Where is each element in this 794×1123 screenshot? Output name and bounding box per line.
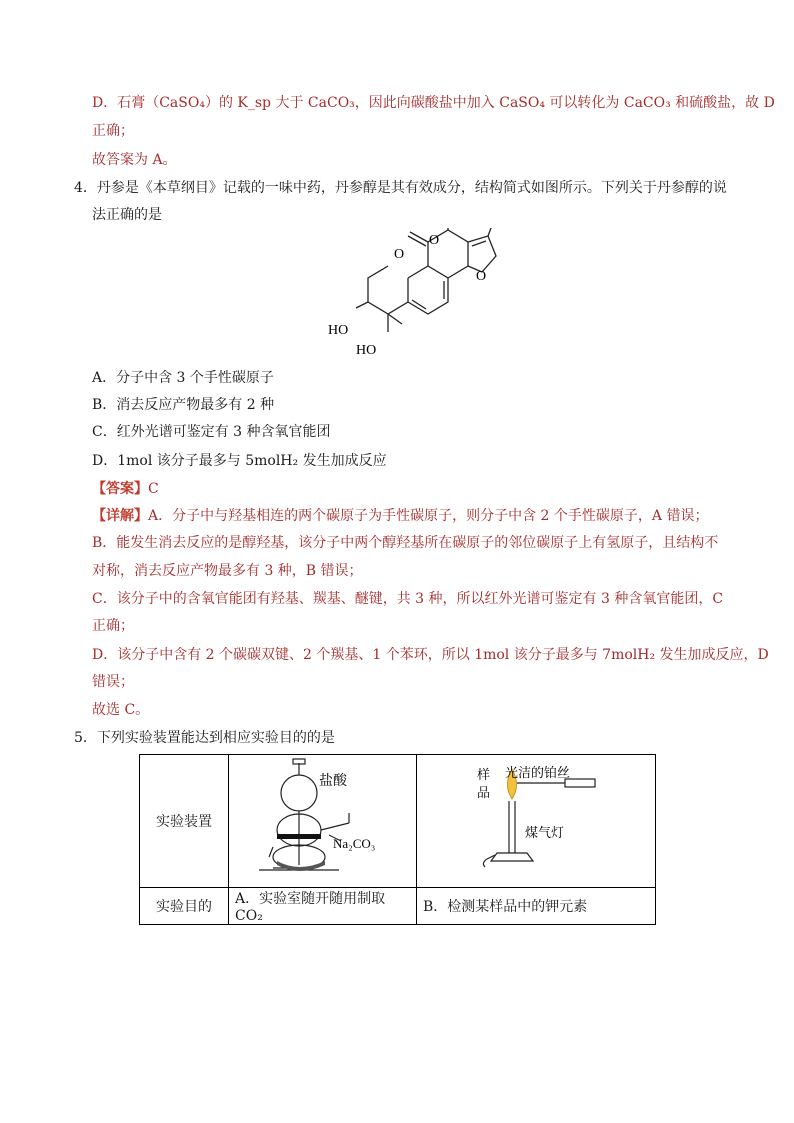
detail-a-text: A．分子中与羟基相连的两个碳原子为手性碳原子，则分子中含 2 个手性碳原子，A 错误； <box>148 508 709 524</box>
q4-stem-line1: 4．丹参是《本草纲目》记载的一味中药，丹参醇是其有效成分，结构简式如图所示。下列关于丹参醇的说 <box>74 180 727 196</box>
answer-value: C <box>148 481 159 497</box>
q4-detail-c-line1: C．该分子中的含氧官能团有羟基、羰基、醚键，共 3 种，所以红外光谱可鉴定有 3 种含氧官能团，C <box>92 591 724 607</box>
acid-label: 盐酸 <box>319 774 347 789</box>
detail-tag: 【详解】 <box>92 508 148 524</box>
row-label-purpose: 实验目的 <box>140 888 229 925</box>
apparatus-b-cell <box>417 755 656 888</box>
sample-label-1: 样 <box>477 767 491 782</box>
carbonate-label: Na₂CO₃ <box>333 836 376 851</box>
q4-detail-d-line1: D．该分子中含有 2 个碳碳双键、2 个羰基、1 个苯环，所以 1mol 该分子最多与 7molH₂ 发生加成反应，D <box>92 647 769 663</box>
gas-lamp-label: 煤气灯 <box>525 825 565 840</box>
q4-detail-c-line2: 正确； <box>92 618 134 634</box>
purpose-a: A．实验室随开随用制取 CO₂ <box>229 888 417 925</box>
apparatus-a-cell <box>229 755 417 888</box>
prev-option-d-line2: 正确； <box>92 123 134 139</box>
sample-label-2: 品 <box>477 785 491 800</box>
q4-option-b: B．消去反应产物最多有 2 种 <box>92 397 275 413</box>
furan-oxygen: O <box>476 269 487 284</box>
q4-conclusion: 故选 C。 <box>92 702 150 718</box>
q5-stem: 5．下列实验装置能达到相应实验目的的是 <box>74 730 335 746</box>
kipp-generator-drawing <box>229 755 416 883</box>
platinum-wire-label: 光洁的铂丝 <box>505 765 571 780</box>
apparatus-table <box>139 754 656 925</box>
danshenol-structure <box>326 228 516 360</box>
prev-option-d-line1: D．石膏（CaSO₄）的 K_sp 大于 CaCO₃，因此向碳酸盐中加入 CaSO₄ 可以转化为 CaCO₃ 和硫酸盐，故 D <box>92 95 775 111</box>
q4-detail-b-line1: B．能发生消去反应的是醇羟基，该分子中两个醇羟基所在碳原子的邻位碳原子上有氢原子，且结构不 <box>92 535 719 551</box>
hydroxyl-label-2: HO <box>356 343 377 358</box>
carbonyl-oxygen-top: O <box>429 233 440 248</box>
q4-stem-line2: 法正确的是 <box>92 207 162 223</box>
q4-detail-a <box>92 506 708 526</box>
q4-option-d: D．1mol 该分子最多与 5molH₂ 发生加成反应 <box>92 453 387 469</box>
q4-option-c: C．红外光谱可鉴定有 3 种含氧官能团 <box>92 424 331 440</box>
q4-option-a: A．分子中含 3 个手性碳原子 <box>92 370 274 386</box>
hydroxyl-label-1: HO <box>328 323 349 338</box>
q4-detail-d-line2: 错误； <box>92 674 134 690</box>
q4-answer <box>92 479 159 499</box>
prev-conclusion: 故答案为 A。 <box>92 152 177 168</box>
flame-test-drawing <box>417 755 643 883</box>
row-label-apparatus: 实验装置 <box>140 755 229 888</box>
carbonyl-oxygen-left: O <box>394 247 405 262</box>
q4-detail-b-line2: 对称，消去反应产物最多有 3 种，B 错误； <box>92 563 363 579</box>
answer-tag: 【答案】 <box>92 481 148 497</box>
purpose-b: B．检测某样品中的钾元素 <box>417 888 656 925</box>
